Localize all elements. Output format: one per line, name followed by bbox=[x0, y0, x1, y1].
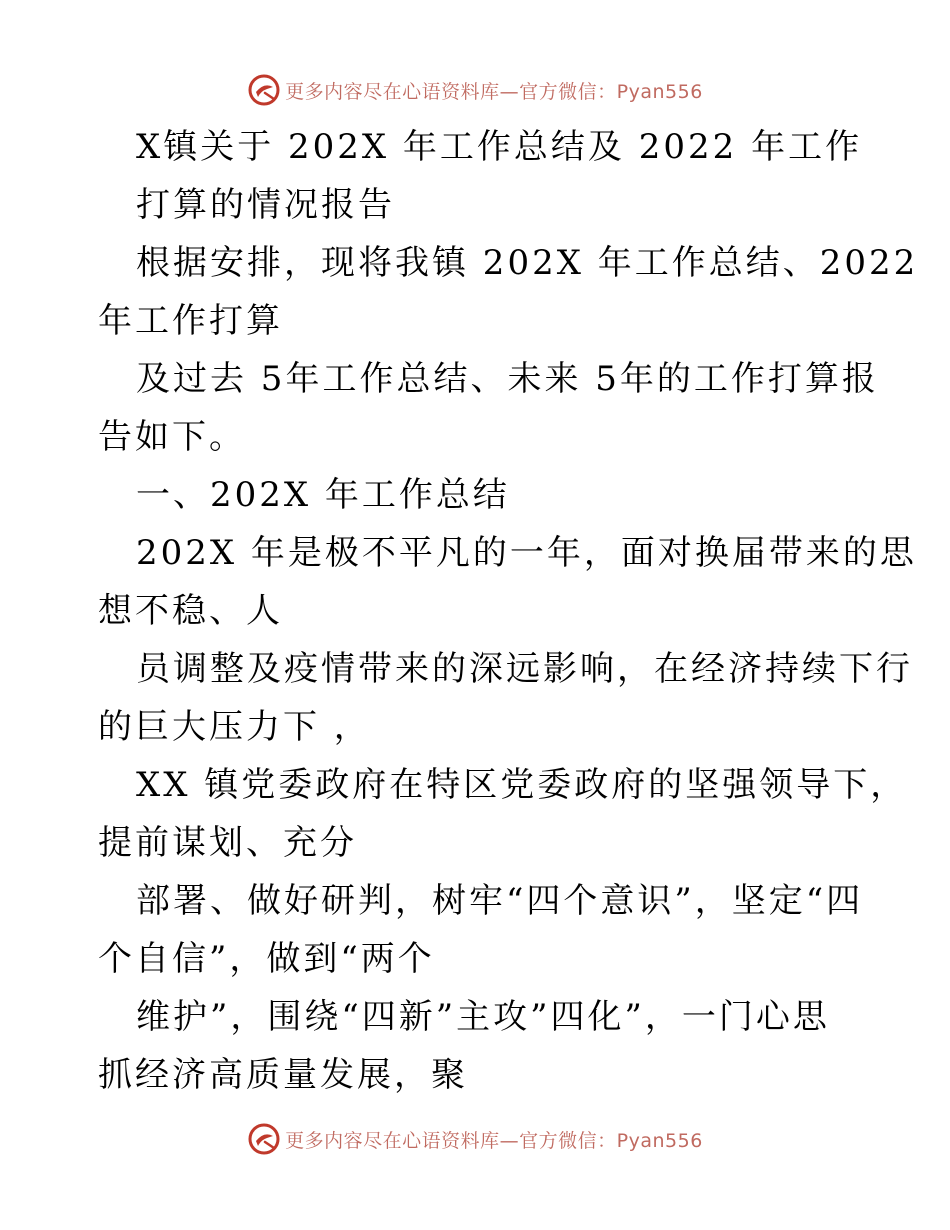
paragraph-line: 年工作打算 bbox=[98, 301, 283, 341]
paragraph-line: 及过去 5年工作总结、未来 5年的工作打算报 bbox=[136, 359, 879, 399]
paragraph-line: XX 镇党委政府在特区党委政府的坚强领导下， bbox=[136, 765, 908, 805]
paragraph-line: 部署、做好研判，树牢“四个意识”，坚定“四 bbox=[136, 881, 864, 921]
title-line-2: 打算的情况报告 bbox=[136, 185, 395, 225]
title-line-1: X镇关于 202X 年工作总结及 2022 年工作 bbox=[136, 127, 863, 167]
paragraph-line: 提前谋划、充分 bbox=[98, 823, 357, 863]
footer-banner bbox=[0, 1119, 950, 1159]
section-heading: 一、202X 年工作总结 bbox=[136, 475, 510, 515]
header-banner bbox=[0, 70, 950, 110]
paragraph-line: 202X 年是极不平凡的一年，面对换届带来的思 bbox=[136, 533, 917, 573]
paragraph-line: 的巨大压力下 ， bbox=[98, 707, 371, 747]
header-banner-text: 更多内容尽在心语资料库—官方微信：Pyan556 bbox=[285, 80, 703, 103]
paragraph-line: 个自信”，做到“两个 bbox=[98, 939, 435, 979]
paragraph-line: 根据安排，现将我镇 202X 年工作总结、2022 bbox=[136, 243, 919, 283]
paragraph-line: 抓经济高质量发展，聚 bbox=[98, 1055, 468, 1095]
paragraph-line: 维护”，围绕“四新”主攻”四化”，一门心思 bbox=[136, 997, 830, 1037]
document-body bbox=[98, 118, 919, 1104]
footer-banner-text: 更多内容尽在心语资料库—官方微信：Pyan556 bbox=[285, 1129, 703, 1152]
paragraph-line: 告如下。 bbox=[98, 417, 246, 457]
logo-icon bbox=[247, 73, 281, 107]
logo-icon bbox=[247, 1122, 281, 1156]
paragraph-line: 员调整及疫情带来的深远影响，在经济持续下行 bbox=[136, 649, 913, 689]
paragraph-line: 想不稳、人 bbox=[98, 591, 283, 631]
